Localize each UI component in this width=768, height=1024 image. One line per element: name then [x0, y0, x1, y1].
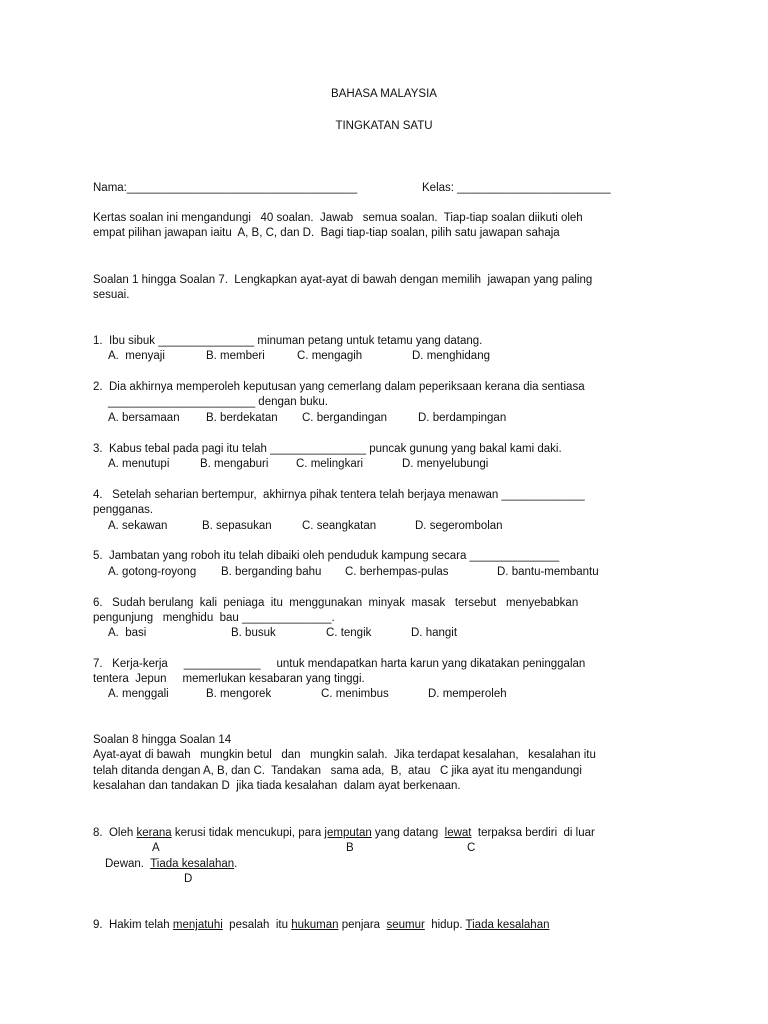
- instruction-line: empat pilihan jawapan iaitu A, B, C, dan D. Bagi tiap-tiap soalan, pilih satu jawapan sahaja: [93, 227, 560, 239]
- option-d[interactable]: D. menyelubungi: [402, 458, 489, 470]
- section-intro: Ayat-ayat di bawah mungkin betul dan mungkin salah. Jika terdapat kesalahan, kesalahan itu: [93, 749, 596, 761]
- question-text: 7. Kerja-kerja ____________ untuk mendapatkan harta karun yang dikatakan peninggalan: [93, 658, 586, 670]
- marked-word-a: kerana: [136, 827, 172, 839]
- option-b[interactable]: B. memberi: [206, 350, 265, 362]
- text-segment: .: [234, 858, 238, 870]
- section-intro: Soalan 1 hingga Soalan 7. Lengkapkan ayat-ayat di bawah dengan memilih jawapan yang paling: [93, 274, 593, 286]
- marker-a[interactable]: A: [152, 842, 160, 854]
- option-d[interactable]: D. bantu-membantu: [497, 566, 599, 578]
- marked-word-b: jemputan: [324, 827, 372, 839]
- option-b[interactable]: B. berdekatan: [206, 412, 278, 424]
- marker-d[interactable]: D: [184, 873, 193, 885]
- question-text: _______________________ dengan buku.: [108, 396, 328, 408]
- marked-word-a: menjatuhi: [172, 919, 223, 931]
- option-c[interactable]: C. seangkatan: [302, 520, 377, 532]
- section-intro: kesalahan dan tandakan D jika tiada kesalahan dalam ayat berkenaan.: [93, 780, 461, 792]
- question-text: 2. Dia akhirnya memperoleh keputusan yang cemerlang dalam peperiksaan kerana dia sentiasa: [93, 381, 585, 393]
- marked-word-c: seumur: [386, 919, 425, 931]
- question-text: 6. Sudah berulang kali peniaga itu menggunakan minyak masak tersebut menyebabkan: [93, 597, 579, 609]
- text-segment: hidup.: [424, 919, 466, 931]
- option-c[interactable]: C. melingkari: [296, 458, 364, 470]
- section-intro: sesuai.: [93, 289, 130, 301]
- text-segment: penjara: [338, 919, 387, 931]
- marked-word-c: lewat: [444, 827, 472, 839]
- question-text: [105, 857, 237, 871]
- question-text: [93, 918, 550, 932]
- option-c[interactable]: C. bergandingan: [302, 412, 388, 424]
- name-field[interactable]: Nama:____________________________________: [93, 182, 358, 194]
- option-c[interactable]: C. tengik: [326, 627, 372, 639]
- option-a[interactable]: A. sekawan: [108, 520, 168, 532]
- marked-word-b: hukuman: [291, 919, 339, 931]
- option-b[interactable]: B. sepasukan: [202, 520, 272, 532]
- option-a[interactable]: A. gotong-royong: [108, 566, 197, 578]
- text-segment: 8. Oleh: [93, 827, 137, 839]
- option-d[interactable]: D. hangit: [411, 627, 458, 639]
- option-a[interactable]: A. menyaji: [108, 350, 165, 362]
- option-a[interactable]: A. menggali: [108, 688, 169, 700]
- question-text: tentera Jepun memerlukan kesabaran yang tinggi.: [93, 673, 365, 685]
- option-d[interactable]: D. memperoleh: [428, 688, 507, 700]
- instruction-line: Kertas soalan ini mengandungi 40 soalan. Jawab semua soalan. Tiap-tiap soalan diikuti oleh: [93, 212, 583, 224]
- text-segment: 9. Hakim telah: [93, 919, 173, 931]
- section-intro: telah ditanda dengan A, B, dan C. Tandakan sama ada, B, atau C jika ayat itu mengandungi: [93, 765, 582, 777]
- marked-word-d: Tiada kesalahan: [465, 919, 550, 931]
- option-b[interactable]: B. busuk: [231, 627, 276, 639]
- option-d[interactable]: D. segerombolan: [415, 520, 503, 532]
- option-c[interactable]: C. berhempas-pulas: [345, 566, 449, 578]
- question-text: 5. Jambatan yang roboh itu telah dibaiki oleh penduduk kampung secara ______________: [93, 550, 560, 562]
- level-title: TINGKATAN SATU: [335, 120, 433, 132]
- class-field[interactable]: Kelas: ________________________: [422, 182, 611, 194]
- text-segment: kerusi tidak mencukupi, para: [171, 827, 325, 839]
- text-segment: pesalah itu: [222, 919, 292, 931]
- option-b[interactable]: B. mengaburi: [200, 458, 269, 470]
- question-text: 3. Kabus tebal pada pagi itu telah _______________ puncak gunung yang bakal kami daki.: [93, 443, 562, 455]
- option-d[interactable]: D. menghidang: [412, 350, 490, 362]
- marker-b[interactable]: B: [346, 842, 354, 854]
- text-segment: Dewan.: [105, 858, 151, 870]
- option-b[interactable]: B. mengorek: [206, 688, 272, 700]
- option-c[interactable]: C. menimbus: [321, 688, 389, 700]
- text-segment: yang datang: [371, 827, 445, 839]
- option-a[interactable]: A. bersamaan: [108, 412, 180, 424]
- text-segment: terpaksa berdiri di luar: [471, 827, 595, 839]
- question-text: 4. Setelah seharian bertempur, akhirnya pihak tentera telah berjaya menawan _____________: [93, 489, 585, 501]
- question-text: pengganas.: [93, 504, 154, 516]
- section-intro: Soalan 8 hingga Soalan 14: [93, 734, 232, 746]
- option-a[interactable]: A. basi: [108, 627, 147, 639]
- question-text: pengunjung menghidu bau ______________.: [93, 612, 335, 624]
- option-d[interactable]: D. berdampingan: [418, 412, 507, 424]
- option-c[interactable]: C. mengagih: [297, 350, 363, 362]
- option-b[interactable]: B. berganding bahu: [221, 566, 322, 578]
- marked-word-d: Tiada kesalahan: [150, 858, 235, 870]
- question-text: [93, 826, 595, 840]
- option-a[interactable]: A. menutupi: [108, 458, 170, 470]
- subject-title: BAHASA MALAYSIA: [331, 88, 437, 100]
- marker-c[interactable]: C: [467, 842, 476, 854]
- question-text: 1. Ibu sibuk _______________ minuman petang untuk tetamu yang datang.: [93, 335, 483, 347]
